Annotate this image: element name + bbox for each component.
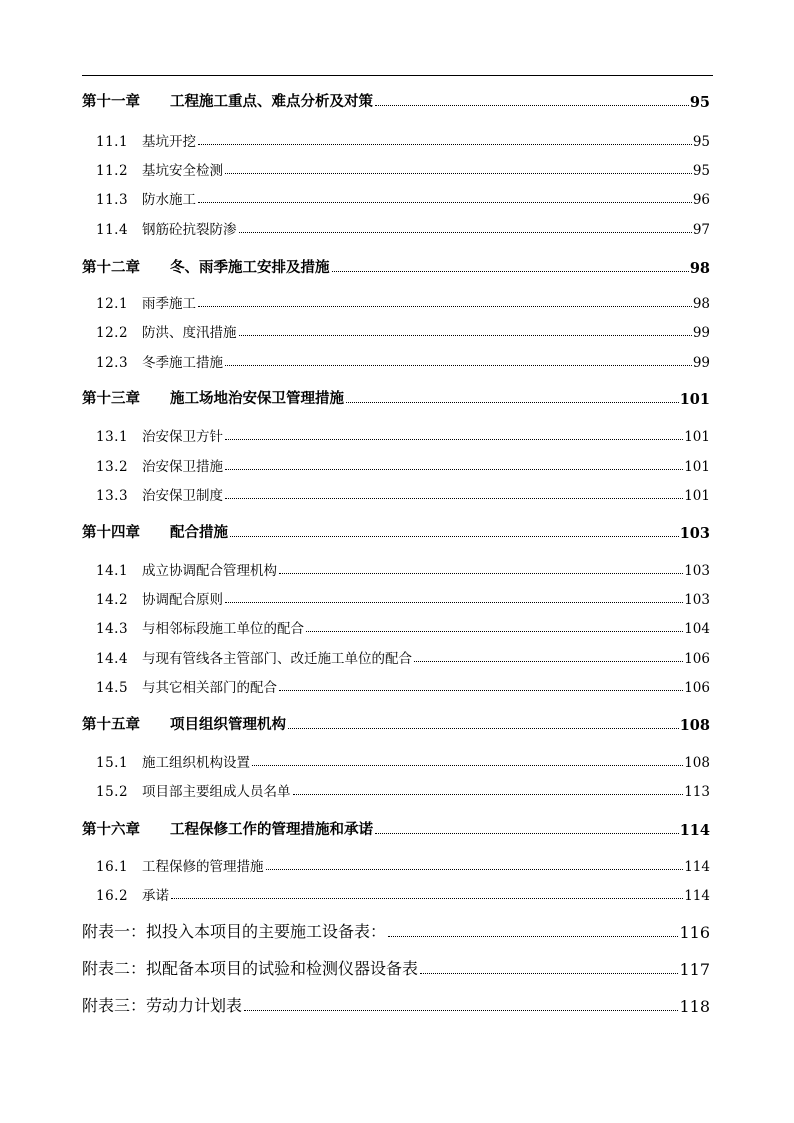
toc-entry-section[interactable]: [82, 423, 710, 445]
toc-entry-number: 15.1: [96, 755, 129, 771]
toc-entry-title: 治安保卫制度: [142, 488, 223, 504]
toc-dot-leader: [375, 105, 689, 106]
toc-entry-number: 14.3: [96, 621, 129, 637]
toc-page-number: 101: [684, 488, 710, 504]
toc-entry-title: 附表二：拟配备本项目的试验和检测仪器设备表: [82, 959, 419, 978]
toc-page-number: 99: [692, 355, 710, 371]
toc-entry-title: 配合措施: [170, 524, 228, 541]
toc-entry-number: 14.1: [96, 563, 129, 579]
toc-entry-title: 防水施工: [142, 192, 196, 208]
toc-entry-title: 承诺: [142, 888, 169, 904]
toc-dot-leader: [375, 833, 679, 834]
toc-entry-section[interactable]: [82, 557, 710, 579]
toc-entry-title: 附表三：劳动力计划表: [82, 996, 243, 1015]
toc-page-number: 108: [684, 755, 710, 771]
toc-entry-section[interactable]: [82, 749, 710, 771]
toc-entry-appendix[interactable]: [82, 994, 710, 1016]
toc-page-number: 101: [684, 459, 710, 475]
toc-entry-section[interactable]: [82, 674, 710, 696]
toc-entry-number: 13.1: [96, 429, 129, 445]
toc-page-number: 101: [684, 429, 710, 445]
toc-entry-number: 12.1: [96, 296, 129, 312]
toc-page-number: 113: [684, 784, 710, 800]
toc-entry-chapter[interactable]: [82, 520, 710, 542]
toc-entry-section[interactable]: [82, 645, 710, 667]
toc-entry-title: 成立协调配合管理机构: [142, 563, 277, 579]
toc-page-number: 95: [692, 134, 710, 150]
toc-entry-section[interactable]: [82, 216, 710, 238]
toc-entry-chapter[interactable]: [82, 817, 710, 839]
toc-page-number: 95: [692, 163, 710, 179]
toc-entry-number: 13.3: [96, 488, 129, 504]
toc-dot-leader: [198, 306, 692, 307]
toc-dot-leader: [252, 765, 683, 766]
toc-dot-leader: [171, 898, 683, 899]
toc-entry-number: 12.3: [96, 355, 129, 371]
toc-page-number: 114: [684, 888, 710, 904]
toc-entry-section[interactable]: [82, 778, 710, 800]
toc-entry-section[interactable]: [82, 482, 710, 504]
toc-entry-number: 11.2: [96, 163, 129, 179]
toc-entry-title: 项目组织管理机构: [170, 716, 286, 733]
toc-entry-title: 工程施工重点、难点分析及对策: [170, 93, 373, 110]
toc-entry-number: 12.2: [96, 325, 129, 341]
toc-page-number: 117: [679, 960, 710, 979]
toc-dot-leader: [230, 536, 679, 537]
toc-entry-number: 14.2: [96, 592, 129, 608]
toc-page-number: 103: [684, 563, 710, 579]
toc-page-number: 106: [684, 651, 710, 667]
toc-dot-leader: [225, 469, 683, 470]
toc-page-number: 114: [679, 822, 710, 839]
toc-entry-title: 与其它相关部门的配合: [142, 680, 277, 696]
toc-dot-leader: [198, 144, 692, 145]
toc-page-number: 118: [679, 997, 710, 1016]
toc-dot-leader: [306, 631, 683, 632]
toc-page-number: 96: [692, 192, 710, 208]
toc-page-number: 108: [679, 717, 710, 734]
toc-entry-number: 15.2: [96, 784, 129, 800]
toc-entry-title: 治安保卫方针: [142, 429, 223, 445]
toc-page-number: 97: [692, 222, 710, 238]
toc-entry-section[interactable]: [82, 186, 710, 208]
toc-dot-leader: [198, 202, 692, 203]
toc-entry-section[interactable]: [82, 586, 710, 608]
toc-entry-number: 第十一章: [82, 93, 140, 110]
toc-entry-number: 第十五章: [82, 716, 140, 733]
toc-page-number: 104: [684, 621, 710, 637]
toc-entry-title: 冬季施工措施: [142, 355, 223, 371]
toc-entry-title: 项目部主要组成人员名单: [142, 784, 291, 800]
toc-page-number: 116: [679, 923, 710, 942]
toc-entry-chapter[interactable]: [82, 712, 710, 734]
toc-entry-title: 钢筋砼抗裂防渗: [142, 222, 237, 238]
toc-entry-title: 治安保卫措施: [142, 459, 223, 475]
toc-dot-leader: [225, 439, 683, 440]
toc-entry-section[interactable]: [82, 128, 710, 150]
toc-page-number: 114: [684, 859, 710, 875]
toc-page-number: 103: [679, 525, 710, 542]
toc-dot-leader: [239, 335, 692, 336]
toc-entry-number: 第十二章: [82, 259, 140, 276]
toc-dot-leader: [225, 173, 692, 174]
toc-entry-number: 第十三章: [82, 390, 140, 407]
toc-entry-title: 协调配合原则: [142, 592, 223, 608]
toc-entry-appendix[interactable]: [82, 957, 710, 979]
toc-entry-title: 与现有管线各主管部门、改迁施工单位的配合: [142, 651, 412, 667]
toc-entry-number: 16.2: [96, 888, 129, 904]
toc-page-number: 98: [689, 260, 710, 277]
toc-page-number: 95: [689, 94, 710, 111]
toc-dot-leader: [279, 573, 683, 574]
toc-page-number: 98: [692, 296, 710, 312]
toc-page-number: 106: [684, 680, 710, 696]
toc-dot-leader: [239, 232, 692, 233]
toc-entry-section[interactable]: [82, 615, 710, 637]
toc-entry-title: 施工场地治安保卫管理措施: [170, 390, 344, 407]
toc-page-number: 101: [679, 391, 710, 408]
toc-entry-number: 14.4: [96, 651, 129, 667]
toc-entry-section[interactable]: [82, 349, 710, 371]
toc-entry-chapter[interactable]: [82, 255, 710, 277]
toc-entry-title: 工程保修工作的管理措施和承诺: [170, 821, 373, 838]
toc-page-number: 103: [684, 592, 710, 608]
toc-dot-leader: [266, 869, 684, 870]
toc-entry-number: 第十六章: [82, 821, 140, 838]
toc-dot-leader: [346, 402, 679, 403]
toc-page-number: 99: [692, 325, 710, 341]
toc-entry-section[interactable]: [82, 853, 710, 875]
toc-entry-title: 基坑安全检测: [142, 163, 223, 179]
toc-entry-section[interactable]: [82, 157, 710, 179]
toc-entry-number: 11.3: [96, 192, 129, 208]
toc-dot-leader: [225, 498, 683, 499]
toc-dot-leader: [332, 271, 689, 272]
toc-entry-title: 附表一：拟投入本项目的主要施工设备表：: [82, 922, 387, 941]
toc-entry-chapter[interactable]: [82, 386, 710, 408]
toc-dot-leader: [225, 602, 683, 603]
toc-entry-title: 冬、雨季施工安排及措施: [170, 259, 330, 276]
toc-entry-chapter[interactable]: [82, 89, 710, 111]
toc-entry-title: 防洪、度汛措施: [142, 325, 237, 341]
toc-dot-leader: [279, 690, 683, 691]
toc-entry-number: 11.4: [96, 222, 129, 238]
toc-entry-number: 16.1: [96, 859, 129, 875]
toc-entry-title: 与相邻标段施工单位的配合: [142, 621, 304, 637]
toc-entry-number: 14.5: [96, 680, 129, 696]
toc-entry-title: 基坑开挖: [142, 134, 196, 150]
toc-dot-leader: [225, 365, 692, 366]
toc-entry-section[interactable]: [82, 290, 710, 312]
toc-dot-leader: [244, 1010, 678, 1011]
toc-entry-number: 11.1: [96, 134, 129, 150]
toc-entry-section[interactable]: [82, 453, 710, 475]
toc-dot-leader: [414, 661, 683, 662]
toc-entry-appendix[interactable]: [82, 920, 710, 942]
toc-entry-title: 施工组织机构设置: [142, 755, 250, 771]
toc-dot-leader: [293, 794, 684, 795]
toc-dot-leader: [288, 728, 679, 729]
toc-dot-leader: [420, 973, 678, 974]
toc-entry-number: 第十四章: [82, 524, 140, 541]
toc-entry-section[interactable]: [82, 882, 710, 904]
toc-entry-title: 工程保修的管理措施: [142, 859, 264, 875]
toc-dot-leader: [388, 936, 678, 937]
toc-entry-section[interactable]: [82, 319, 710, 341]
toc-entry-title: 雨季施工: [142, 296, 196, 312]
toc-entry-number: 13.2: [96, 459, 129, 475]
